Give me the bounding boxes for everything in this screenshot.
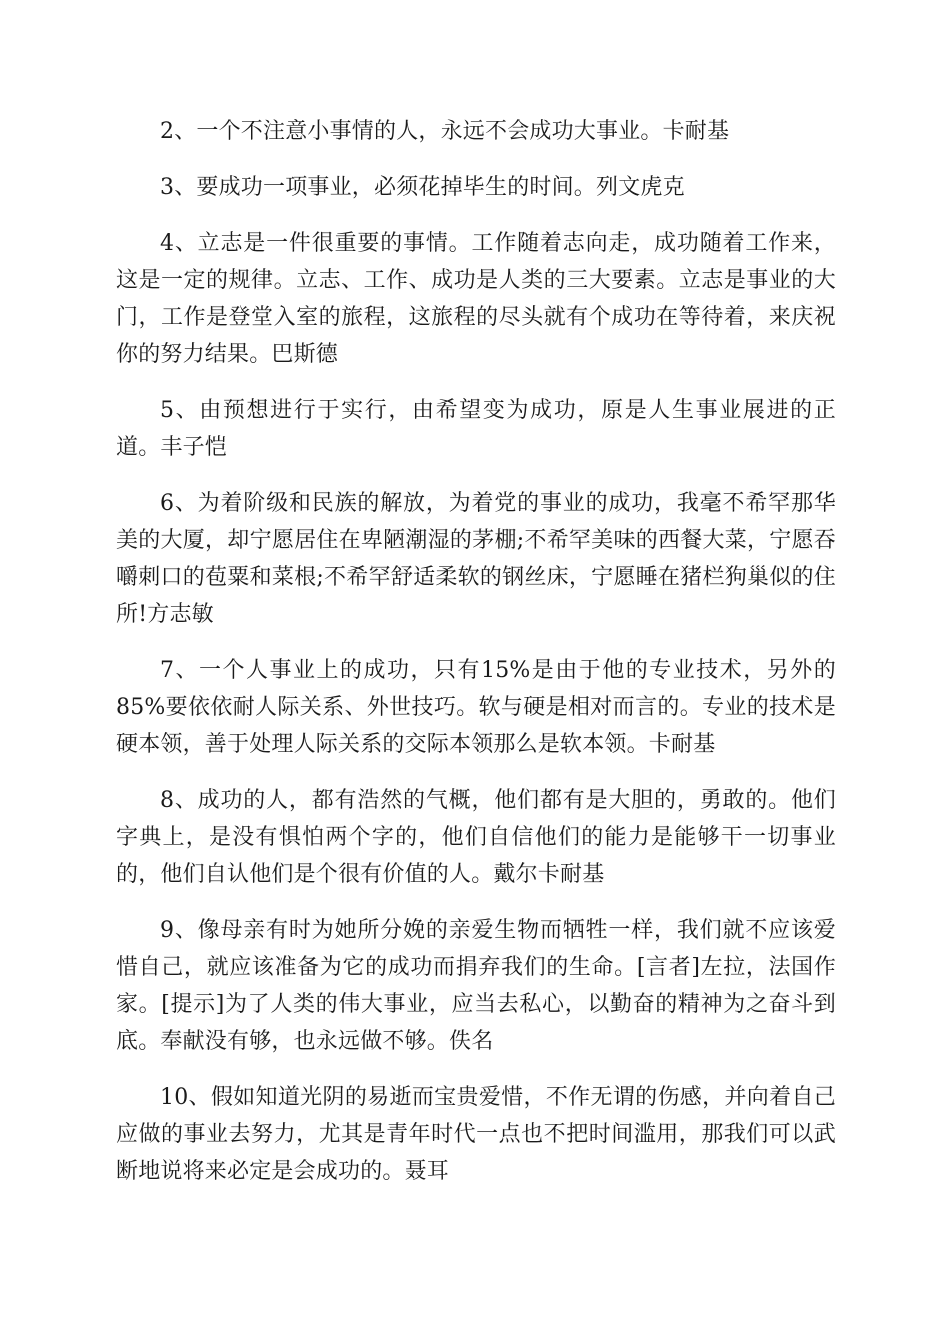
quote-paragraph: 4、立志是一件很重要的事情。工作随着志向走，成功随着工作来，这是一定的规律。立志、工作、成功是人类的三大要素。立志是事业的大门，工作是登堂入室的旅程，这旅程的尽头就有个成功在等待着，来庆祝你的努力结果。巴斯德 [116, 231, 836, 367]
quote-paragraph: 6、为着阶级和民族的解放，为着党的事业的成功，我毫不希罕那华美的大厦，却宁愿居住在卑陋潮湿的茅棚;不希罕美味的西餐大菜，宁愿吞嚼刺口的苞粟和菜根;不希罕舒适柔软的钢丝床，宁愿睡在猪栏狗巢似的住所!方志敏 [116, 491, 836, 627]
quote-paragraph: 8、成功的人，都有浩然的气概，他们都有是大胆的，勇敢的。他们字典上，是没有惧怕两个字的，他们自信他们的能力是能够干一切事业的，他们自认他们是个很有价值的人。戴尔卡耐基 [116, 788, 836, 887]
document-body [116, 113, 836, 1209]
quote-paragraph: 10、假如知道光阴的易逝而宝贵爱惜，不作无谓的伤感，并向着自己应做的事业去努力，尤其是青年时代一点也不把时间滥用，那我们可以武断地说将来必定是会成功的。聂耳 [116, 1085, 836, 1184]
quote-paragraph: 2、一个不注意小事情的人，永远不会成功大事业。卡耐基 [160, 119, 730, 144]
quote-paragraph: 3、要成功一项事业，必须花掉毕生的时间。列文虎克 [160, 175, 685, 200]
quote-paragraph: 7、一个人事业上的成功，只有15%是由于他的专业技术，另外的85%要依依耐人际关系、外世技巧。软与硬是相对而言的。专业的技术是硬本领，善于处理人际关系的交际本领那么是软本领。卡耐基 [116, 658, 836, 757]
quote-paragraph: 9、像母亲有时为她所分娩的亲爱生物而牺牲一样，我们就不应该爱惜自己，就应该准备为它的成功而捐弃我们的生命。[言者]左拉，法国作家。[提示]为了人类的伟大事业，应当去私心，以勤奋的精神为之奋斗到底。奉献没有够，也永远做不够。佚名 [116, 918, 836, 1054]
quote-paragraph: 5、由预想进行于实行，由希望变为成功，原是人生事业展进的正道。丰子恺 [116, 398, 836, 460]
